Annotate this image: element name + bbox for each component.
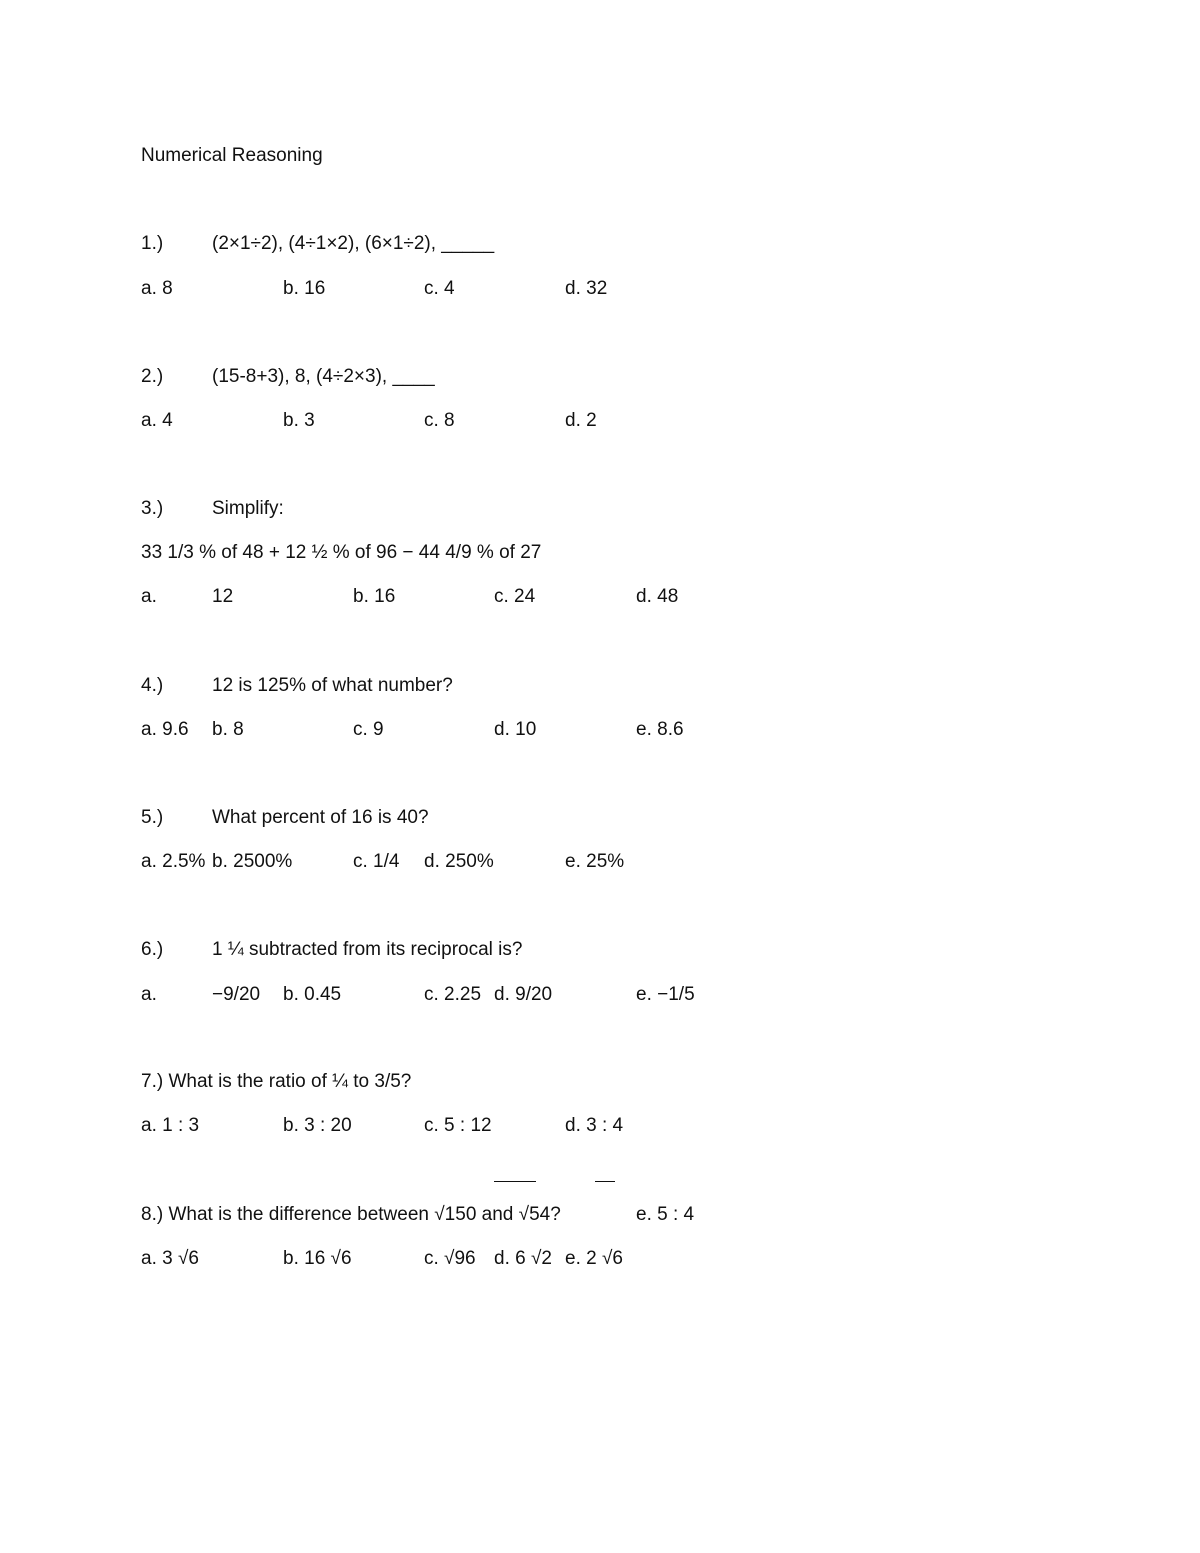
question-prompt: What percent of 16 is 40?	[212, 807, 429, 828]
question-prompt: (2×1÷2), (4÷1×2), (6×1÷2), _____	[212, 233, 495, 254]
answer-option: d. 48	[636, 586, 679, 607]
worksheet-title: Numerical Reasoning	[141, 145, 323, 166]
answer-option: a. 3 √6	[141, 1248, 199, 1269]
answer-option-letter: a.	[141, 984, 157, 1005]
question-prompt: Simplify:	[212, 498, 284, 519]
answer-option: c. 9	[353, 719, 384, 740]
answer-option: b. 16	[283, 278, 326, 299]
question-expression: 33 1/3 % of 48 + 12 ½ % of 96 − 44 4/9 % of 27	[141, 542, 542, 563]
answer-option: b. 16 √6	[283, 1248, 352, 1269]
answer-option: b. 2500%	[212, 851, 293, 872]
answer-option: 12	[212, 586, 234, 607]
answer-option: a. 8	[141, 278, 173, 299]
answer-option: d. 6 √2	[494, 1248, 552, 1269]
question-number: 6.)	[141, 939, 164, 960]
answer-option: d. 250%	[424, 851, 494, 872]
answer-option: e. 8.6	[636, 719, 684, 740]
question-prompt: 7.) What is the ratio of ¼ to 3/5?	[141, 1071, 412, 1092]
answer-option: c. 1/4	[353, 851, 400, 872]
answer-option-letter: a.	[141, 586, 157, 607]
question-prompt: 1 ¼ subtracted from its reciprocal is?	[212, 939, 523, 960]
answer-option: e. 5 : 4	[636, 1204, 695, 1225]
underline-mark	[494, 1181, 536, 1182]
answer-option: d. 9/20	[494, 984, 553, 1005]
answer-option: c. 24	[494, 586, 536, 607]
question-prompt: 12 is 125% of what number?	[212, 675, 453, 696]
question-number: 4.)	[141, 675, 164, 696]
underline-mark	[595, 1181, 615, 1182]
answer-option: d. 10	[494, 719, 537, 740]
answer-option: a. 9.6	[141, 719, 189, 740]
answer-option: b. 16	[353, 586, 396, 607]
answer-option: b. 8	[212, 719, 244, 740]
answer-option: b. 3 : 20	[283, 1115, 352, 1136]
answer-option: c. 8	[424, 410, 455, 431]
answer-option: a. 1 : 3	[141, 1115, 200, 1136]
answer-option: d. 3 : 4	[565, 1115, 624, 1136]
answer-option: a. 2.5%	[141, 851, 206, 872]
answer-option: d. 32	[565, 278, 608, 299]
answer-option: a. 4	[141, 410, 173, 431]
question-number: 2.)	[141, 366, 164, 387]
answer-option: c. 5 : 12	[424, 1115, 492, 1136]
answer-option: c. √96	[424, 1248, 476, 1269]
answer-option: e. −1/5	[636, 984, 695, 1005]
question-number: 5.)	[141, 807, 164, 828]
question-prompt: (15-8+3), 8, (4÷2×3), ____	[212, 366, 435, 387]
answer-option: d. 2	[565, 410, 597, 431]
answer-option: −9/20	[212, 984, 261, 1005]
question-prompt: 8.) What is the difference between √150 and √54?	[141, 1204, 561, 1225]
answer-option: b. 3	[283, 410, 315, 431]
answer-option: c. 2.25	[424, 984, 482, 1005]
question-number: 1.)	[141, 233, 164, 254]
answer-option: c. 4	[424, 278, 455, 299]
answer-option: e. 25%	[565, 851, 625, 872]
answer-option: e. 2 √6	[565, 1248, 623, 1269]
question-number: 3.)	[141, 498, 164, 519]
answer-option: b. 0.45	[283, 984, 342, 1005]
